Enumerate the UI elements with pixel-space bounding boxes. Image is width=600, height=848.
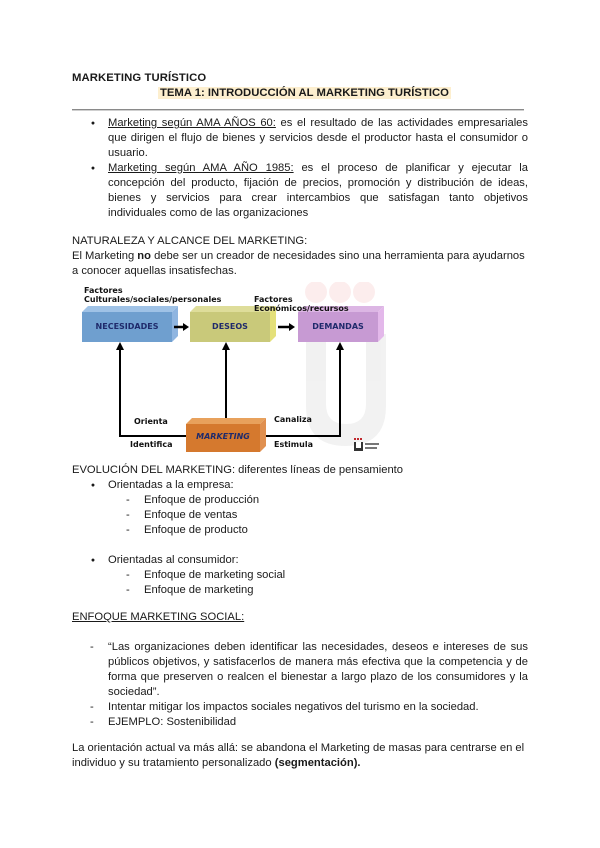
closing-paragraph [72, 741, 528, 771]
definition-item [88, 161, 528, 221]
list-item [88, 583, 528, 598]
marketing-diagram [78, 282, 388, 454]
group-label [88, 553, 528, 568]
item-text: Intentar mitigar los impactos sociales negativos del turismo en la sociedad. [108, 701, 479, 713]
definitions-list [88, 116, 528, 221]
box-demandas: DEMANDAS [312, 322, 364, 331]
dash-icon: - [90, 716, 94, 728]
item-text: Enfoque de ventas [144, 509, 238, 521]
list-item [88, 493, 528, 508]
text: La orientación actual va más allá: se abandona el Marketing de masas para centrarse en el individuo y su tratamiento personalizado [72, 742, 525, 769]
bold-text: no [137, 250, 151, 262]
dash-icon: - [126, 569, 130, 581]
box-necesidades: NECESIDADES [95, 322, 159, 331]
dash-icon: - [126, 524, 130, 536]
factors-right-label: Factores Económicos/recursos [254, 295, 349, 313]
bullet-icon: ● [90, 557, 96, 564]
label-orienta: Orienta [134, 417, 168, 426]
item-text: Enfoque de marketing [144, 584, 254, 596]
dash-icon: - [126, 494, 130, 506]
list-item [88, 640, 528, 700]
definition-text: es el proceso de planificar y ejecutar la concepción del producto, fijación de precios, promoción y distribución de ideas, bienes y servicios para crear intercambios que satisfagan tanto objetivos individuales como de las organizaciones [108, 162, 528, 219]
bullet-icon: ● [90, 120, 96, 127]
dash-icon: - [126, 584, 130, 596]
label-estimula: Estimula [274, 440, 313, 449]
text: debe ser un creador de necesidades sino una herramienta para ayudarnos a conocer aquellas insatisfechas. [72, 250, 525, 277]
list-item [88, 700, 528, 715]
document-subtitle: TEMA 1: INTRODUCCIÓN AL MARKETING TURÍSTICO [160, 87, 449, 99]
group-text: Orientadas a la empresa: [108, 479, 234, 491]
dash-icon: - [126, 509, 130, 521]
text: El Marketing [72, 250, 138, 262]
bullet-icon: ● [90, 165, 96, 172]
document-title: MARKETING TURÍSTICO [72, 72, 207, 84]
list-item [88, 508, 528, 523]
list-item [88, 523, 528, 538]
bold-text: (segmentación). [274, 757, 361, 769]
social-list [88, 640, 528, 730]
label-identifica: Identifica [130, 440, 173, 449]
definition-term: Marketing según AMA AÑO 1985: [108, 162, 294, 174]
item-text: “Las organizaciones deben identificar las necesidades, deseos e intereses de sus públicos objetivos, y satisfacerlos de manera más efectiva que la competencia y de forma que preserven o realcen el bienestar a largo plazo de los consumidores y la sociedad”. [108, 641, 528, 698]
evolucion-list [88, 478, 528, 598]
box-marketing: MARKETING [196, 432, 250, 441]
group-text: Orientadas al consumidor: [108, 554, 239, 566]
label-canaliza: Canaliza [274, 415, 312, 424]
header-divider [72, 109, 524, 111]
section-heading: NATURALEZA Y ALCANCE DEL MARKETING: [72, 235, 308, 247]
group-label [88, 478, 528, 493]
factors-left-detail: Culturales/sociales/personales [84, 295, 222, 304]
item-text: EJEMPLO: Sostenibilidad [108, 716, 237, 728]
definition-item [88, 116, 528, 161]
factors-left-label: Factores [84, 286, 123, 295]
dash-icon: - [90, 701, 94, 713]
item-text: Enfoque de producción [144, 494, 260, 506]
dash-icon: - [90, 641, 94, 653]
bullet-icon: ● [90, 482, 96, 489]
section-paragraph [72, 249, 528, 279]
evolucion-heading: EVOLUCIÓN DEL MARKETING: diferentes líneas de pensamiento [72, 464, 403, 476]
item-text: Enfoque de marketing social [144, 569, 286, 581]
box-deseos: DESEOS [212, 322, 248, 331]
definition-term: Marketing según AMA AÑOS 60: [108, 117, 276, 129]
definition-text: es el resultado de las actividades empresariales que dirigen el flujo de bienes y servicios desde el productor hasta el consumidor o usuario. [108, 117, 528, 159]
list-item [88, 715, 528, 730]
social-heading: ENFOQUE MARKETING SOCIAL: [72, 611, 245, 623]
list-item [88, 568, 528, 583]
naturaleza-section [72, 234, 528, 279]
item-text: Enfoque de producto [144, 524, 248, 536]
